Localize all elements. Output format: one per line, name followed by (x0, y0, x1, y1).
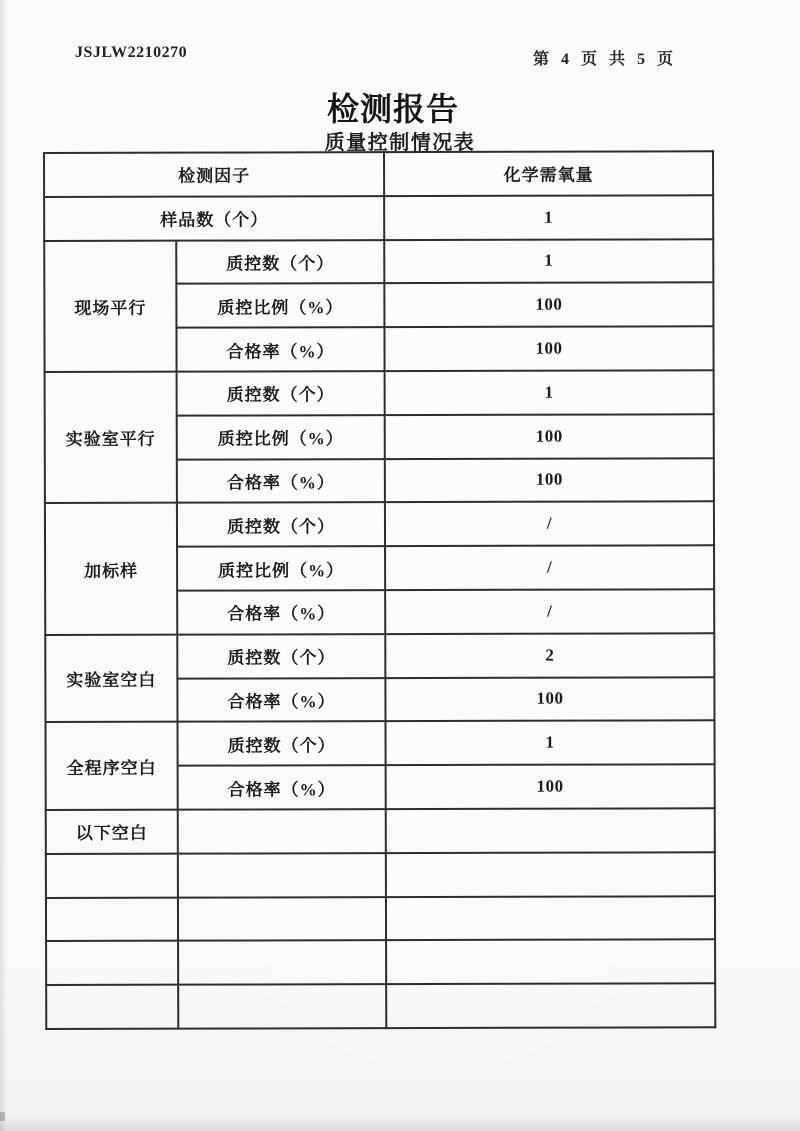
qc-metric-label: 合格率（%） (177, 678, 385, 722)
qc-metric-label: 合格率（%） (177, 459, 385, 503)
group-label-whole-process-blank: 全程序空白 (45, 722, 177, 810)
qc-metric-value: 100 (385, 414, 714, 459)
qc-metric-label: 质控数（个） (176, 240, 384, 284)
qc-table (43, 150, 716, 1030)
empty-cell (178, 853, 386, 897)
qc-metric-value: 100 (384, 283, 713, 328)
qc-metric-value: 100 (386, 764, 715, 809)
analyte-header-cell: 化学需氧量 (384, 151, 713, 196)
qc-metric-label: 质控比例（%） (177, 546, 385, 590)
empty-row (46, 940, 715, 986)
qc-metric-value: 1 (385, 721, 714, 766)
qc-metric-value: 100 (385, 677, 714, 722)
qc-table-header-row (44, 151, 713, 197)
doc-number: JSJLW2210270 (75, 44, 188, 61)
qc-metric-value: 1 (385, 370, 714, 415)
qc-metric-value: 2 (385, 633, 714, 678)
factor-header-cell: 检测因子 (44, 152, 384, 197)
qc-metric-label: 质控比例（%） (176, 283, 384, 327)
qc-metric-value: 1 (384, 239, 713, 284)
scan-smudge (0, 1112, 5, 1121)
qc-metric-value: 100 (385, 458, 714, 503)
scan-edge-bottom (0, 1115, 800, 1131)
empty-cell (178, 940, 386, 984)
sample-count-value: 1 (384, 195, 713, 240)
qc-metric-value: 100 (384, 326, 713, 371)
qc-table-row (44, 239, 713, 285)
scan-edge-left (0, 0, 7, 1131)
sample-count-row (44, 195, 713, 241)
group-label-spiked-sample: 加标样 (45, 503, 177, 635)
empty-cell (46, 853, 178, 897)
qc-metric-label: 合格率（%） (178, 765, 386, 809)
report-title: 检测报告 (326, 91, 459, 127)
qc-metric-label: 质控数（个） (177, 502, 385, 546)
qc-table-row (45, 721, 714, 767)
qc-metric-label: 合格率（%） (177, 590, 385, 634)
qc-table-row (45, 370, 714, 416)
empty-cell (386, 852, 715, 897)
empty-row (46, 852, 715, 898)
group-label-lab-parallel: 实验室平行 (45, 372, 177, 504)
empty-cell (386, 808, 715, 853)
group-label-field-parallel: 现场平行 (44, 240, 176, 372)
qc-metric-value: / (385, 502, 714, 547)
below-blank-label: 以下空白 (46, 810, 178, 854)
empty-cell (46, 897, 178, 941)
empty-cell (46, 941, 178, 985)
empty-cell (386, 983, 715, 1028)
qc-metric-label: 质控比例（%） (177, 415, 385, 459)
qc-metric-value: / (385, 589, 714, 634)
table-subtitle: 质量控制情况表 (324, 132, 476, 154)
qc-metric-label: 质控数（个） (177, 371, 385, 415)
below-blank-row (46, 808, 715, 854)
empty-row (46, 896, 715, 942)
empty-cell (178, 809, 386, 853)
empty-cell (178, 984, 386, 1028)
sample-count-label: 样品数（个） (44, 196, 384, 241)
qc-table-row (45, 633, 714, 679)
qc-metric-label: 质控数（个） (177, 634, 385, 678)
page-indicator: 第 4 页 共 5 页 (533, 51, 678, 68)
empty-cell (386, 896, 715, 941)
empty-cell (386, 940, 715, 985)
empty-cell (46, 985, 178, 1029)
empty-cell (178, 897, 386, 941)
empty-row (46, 983, 715, 1029)
group-label-lab-blank: 实验室空白 (45, 634, 177, 722)
qc-table-row (45, 502, 714, 548)
qc-metric-value: / (385, 545, 714, 590)
qc-metric-label: 合格率（%） (176, 327, 384, 371)
qc-metric-label: 质控数（个） (177, 721, 385, 765)
